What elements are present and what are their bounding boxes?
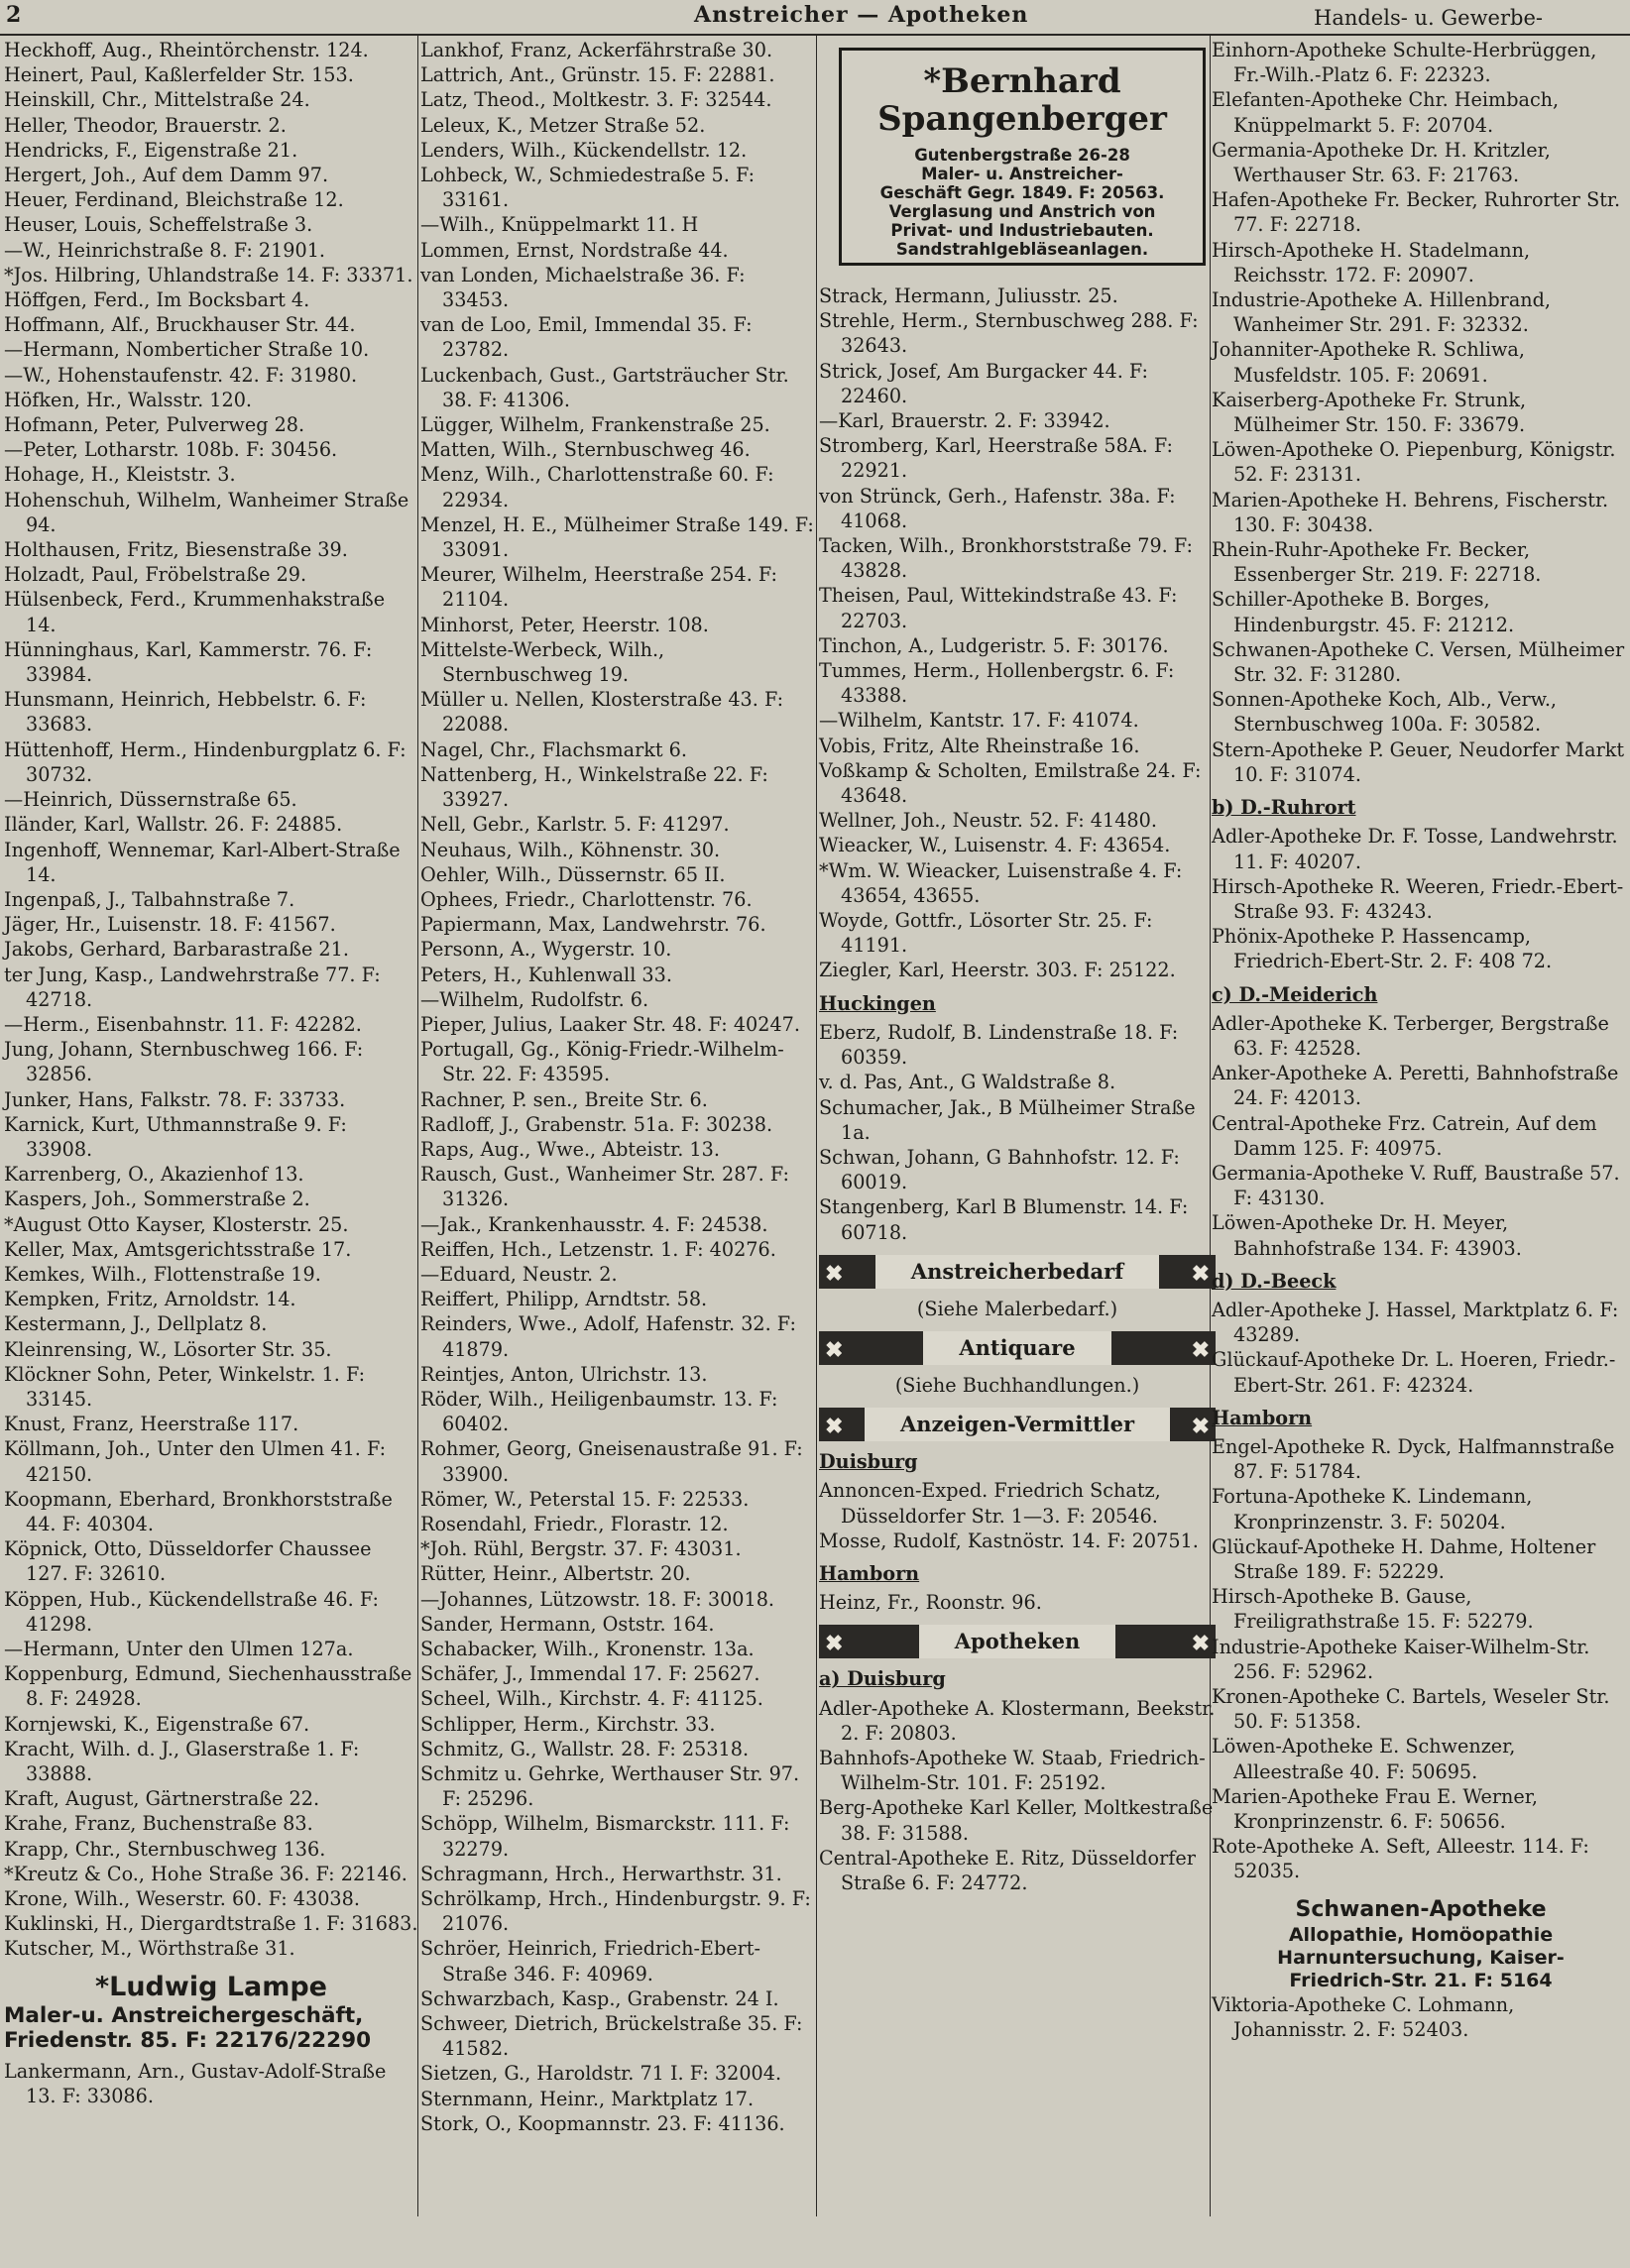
section-banner bbox=[819, 1255, 1216, 1289]
entry-list bbox=[4, 38, 418, 1962]
directory-entry: Kleinrensing, W., Lösorter Str. 35. bbox=[4, 1337, 332, 1361]
ornament-icon: ✖ bbox=[825, 1336, 844, 1363]
directory-entry: Annoncen-Exped. Friedrich Schatz, Düsseldorfer Str. 1—3. F: 20546. bbox=[819, 1479, 1161, 1528]
ad-name: *Ludwig Lampe bbox=[95, 1971, 327, 2002]
directory-entry: Oehler, Wilh., Düssernstr. 65 II. bbox=[420, 862, 726, 886]
ad-text: Geschäft Gegr. 1849. F: 20563. bbox=[879, 183, 1165, 202]
ad-name: Spangenberger bbox=[877, 99, 1167, 139]
directory-entry: Lohbeck, W., Schmiedestraße 5. F: 33161. bbox=[420, 164, 756, 212]
directory-entry: Löwen-Apotheke O. Piepenburg, Königstr. 52. F: 23131. bbox=[1212, 438, 1616, 487]
directory-entry: —Eduard, Neustr. 2. bbox=[420, 1262, 618, 1286]
directory-entry: Schrölkamp, Hrch., Hindenburgstr. 9. F: 21076. bbox=[420, 1887, 811, 1936]
column-3 bbox=[819, 38, 1216, 1895]
directory-entry: Vobis, Fritz, Alte Rheinstraße 16. bbox=[819, 734, 1140, 757]
directory-entry: Rote-Apotheke A. Seft, Alleestr. 114. F: 52035. bbox=[1212, 1835, 1589, 1883]
directory-entry: ter Jung, Kasp., Landwehrstraße 77. F: 42718. bbox=[4, 963, 381, 1011]
directory-entry: Glückauf-Apotheke H. Dahme, Holtener Straße 189. F: 52229. bbox=[1212, 1534, 1596, 1583]
directory-entry: Keller, Max, Amtsgerichtsstraße 17. bbox=[4, 1237, 352, 1261]
banner-title: Anstreicherbedarf bbox=[875, 1255, 1159, 1289]
section-heading: b) D.-Ruhrort bbox=[1212, 796, 1356, 820]
directory-entry: Nattenberg, H., Winkelstraße 22. F: 33927. bbox=[420, 762, 768, 812]
directory-entry: Hirsch-Apotheke B. Gause, Freiligrathstraße 15. F: 52279. bbox=[1212, 1585, 1534, 1634]
directory-entry: Heuser, Louis, Scheffelstraße 3. bbox=[4, 213, 313, 237]
directory-entry: Marien-Apotheke Frau E. Werner, Kronprinzenstr. 6. F: 50656. bbox=[1212, 1784, 1538, 1834]
directory-entry: Neuhaus, Wilh., Köhnenstr. 30. bbox=[420, 838, 721, 861]
directory-entry: Höffgen, Ferd., Im Bocksbart 4. bbox=[4, 288, 310, 312]
directory-entry: Schröer, Heinrich, Friedrich-Ebert-Straße 346. F: 40969. bbox=[420, 1937, 760, 1985]
directory-entry: Kraft, August, Gärtnerstraße 22. bbox=[4, 1787, 320, 1811]
directory-entry: Heinert, Paul, Kaßlerfelder Str. 153. bbox=[4, 63, 354, 87]
directory-entry: Phönix-Apotheke P. Hassencamp, Friedrich-Ebert-Str. 2. F: 408 72. bbox=[1212, 925, 1553, 973]
directory-entry: Iländer, Karl, Wallstr. 26. F: 24885. bbox=[4, 813, 343, 837]
directory-entry: Stromberg, Karl, Heerstraße 58A. F: 22921. bbox=[819, 434, 1173, 483]
entry-list bbox=[819, 1478, 1216, 1553]
entry-list bbox=[1212, 1011, 1630, 1261]
banner-title: Apotheken bbox=[919, 1625, 1116, 1658]
directory-entry: Schlipper, Herm., Kirchstr. 33. bbox=[420, 1712, 716, 1736]
ornament-icon: ✖ bbox=[1191, 1260, 1210, 1287]
directory-entry: Heinskill, Chr., Mittelstraße 24. bbox=[4, 88, 310, 112]
directory-entry: Holzadt, Paul, Fröbelstraße 29. bbox=[4, 563, 307, 587]
ad-name: Schwanen-Apotheke bbox=[1295, 1896, 1547, 1922]
directory-entry: Krahe, Franz, Buchenstraße 83. bbox=[4, 1812, 313, 1836]
directory-entry: Strack, Hermann, Juliusstr. 25. bbox=[819, 284, 1118, 307]
directory-entry: Kornjewski, K., Eigenstraße 67. bbox=[4, 1712, 310, 1736]
directory-entry: Kuklinski, H., Diergardtstraße 1. F: 31683. bbox=[4, 1912, 418, 1936]
directory-entry: Löwen-Apotheke E. Schwenzer, Alleestraße 40. F: 50695. bbox=[1212, 1735, 1516, 1783]
directory-entry: Strehle, Herm., Sternbuschweg 288. F: 32643. bbox=[819, 309, 1199, 358]
directory-entry: Menzel, H. E., Mülheimer Straße 149. F: 33091. bbox=[420, 512, 814, 562]
directory-entry: Latz, Theod., Moltkestr. 3. F: 32544. bbox=[420, 88, 772, 112]
directory-entry: —Herm., Eisenbahnstr. 11. F: 42282. bbox=[4, 1012, 362, 1036]
ornament-icon: ✖ bbox=[825, 1414, 844, 1440]
directory-entry: Rhein-Ruhr-Apotheke Fr. Becker, Essenberger Str. 219. F: 22718. bbox=[1212, 538, 1542, 587]
directory-entry: —W., Hohenstaufenstr. 42. F: 31980. bbox=[4, 363, 358, 387]
directory-entry: Nell, Gebr., Karlstr. 5. F: 41297. bbox=[420, 813, 730, 837]
directory-entry: Leleux, K., Metzer Straße 52. bbox=[420, 113, 706, 137]
directory-entry: Central-Apotheke E. Ritz, Düsseldorfer Straße 6. F: 24772. bbox=[819, 1846, 1196, 1894]
section-heading: d) D.-Beeck bbox=[1212, 1269, 1337, 1293]
entry-list bbox=[819, 1020, 1216, 1245]
directory-entry: Reintjes, Anton, Ulrichstr. 13. bbox=[420, 1362, 708, 1386]
directory-entry: Engel-Apotheke R. Dyck, Halfmannstraße 87. F: 51784. bbox=[1212, 1434, 1615, 1484]
directory-entry: Voßkamp & Scholten, Emilstraße 24. F: 43648. bbox=[819, 758, 1202, 808]
ad-text: Privat- und Industriebauten. bbox=[890, 221, 1154, 240]
section-heading: Huckingen bbox=[819, 991, 936, 1015]
directory-entry: Hoffmann, Alf., Bruckhauser Str. 44. bbox=[4, 313, 356, 337]
directory-entry: Woyde, Gottfr., Lösorter Str. 25. F: 41191. bbox=[819, 909, 1153, 958]
directory-entry: Hirsch-Apotheke R. Weeren, Friedr.-Ebert-Straße 93. F: 43243. bbox=[1212, 874, 1624, 923]
directory-entry: Tacken, Wilh., Bronkhorststraße 79. F: 43828. bbox=[819, 534, 1193, 583]
directory-entry: Rosendahl, Friedr., Florastr. 12. bbox=[420, 1512, 729, 1535]
directory-entry: Hunsmann, Heinrich, Hebbelstr. 6. F: 33683. bbox=[4, 688, 367, 737]
directory-entry: van Londen, Michaelstraße 36. F: 33453. bbox=[420, 263, 746, 312]
directory-entry: —Wilh., Knüppelmarkt 11. H bbox=[420, 213, 699, 237]
directory-entry: Fortuna-Apotheke K. Lindemann, Kronprinzenstr. 3. F: 50204. bbox=[1212, 1485, 1533, 1533]
directory-entry: Köppen, Hub., Kückendellstraße 46. F: 41298. bbox=[4, 1587, 379, 1636]
directory-entry: Matten, Wilh., Sternbuschweg 46. bbox=[420, 438, 751, 462]
directory-entry: Glückauf-Apotheke Dr. L. Hoeren, Friedr.-Ebert-Str. 261. F: 42324. bbox=[1212, 1348, 1616, 1397]
directory-entry: Elefanten-Apotheke Chr. Heimbach, Knüppelmarkt 5. F: 20704. bbox=[1212, 88, 1560, 137]
directory-entry: Wellner, Joh., Neustr. 52. F: 41480. bbox=[819, 809, 1157, 833]
ad-text: Maler-u. Anstreichergeschäft, bbox=[4, 2002, 364, 2028]
ad-name: *Bernhard bbox=[923, 61, 1121, 101]
directory-entry: Personn, A., Wygerstr. 10. bbox=[420, 938, 672, 962]
directory-entry: *Wm. W. Wieacker, Luisenstraße 4. F: 43654, 43655. bbox=[819, 858, 1183, 907]
directory-entry: Schäfer, J., Immendal 17. F: 25627. bbox=[420, 1662, 760, 1686]
directory-entry: Reinders, Wwe., Adolf, Hafenstr. 32. F: 41879. bbox=[420, 1312, 796, 1361]
section-banner bbox=[819, 1331, 1216, 1365]
directory-entry: Heller, Theodor, Brauerstr. 2. bbox=[4, 113, 287, 137]
cross-reference: (Siehe Buchhandlungen.) bbox=[894, 1373, 1140, 1397]
directory-entry: Ingenpaß, J., Talbahnstraße 7. bbox=[4, 887, 295, 911]
entry-list bbox=[1212, 1298, 1630, 1398]
directory-entry: Karnick, Kurt, Uthmannstraße 9. F: 33908. bbox=[4, 1112, 347, 1161]
directory-entry: *Kreutz & Co., Hohe Straße 36. F: 22146. bbox=[4, 1862, 408, 1885]
directory-entry: —Johannes, Lützowstr. 18. F: 30018. bbox=[420, 1587, 774, 1611]
directory-entry: Einhorn-Apotheke Schulte-Herbrüggen, Fr.-Wilh.-Platz 6. F: 22323. bbox=[1212, 39, 1597, 87]
directory-entry: Schmitz u. Gehrke, Werthauser Str. 97. F: 25296. bbox=[420, 1762, 800, 1811]
column-4 bbox=[1212, 38, 1630, 2042]
directory-entry: Portugall, Gg., König-Friedr.-Wilhelm-Str. 22. F: 43595. bbox=[420, 1038, 784, 1086]
directory-entry: Kracht, Wilh. d. J., Glaserstraße 1. F: 33888. bbox=[4, 1737, 360, 1786]
directory-entry: Ophees, Friedr., Charlottenstr. 76. bbox=[420, 887, 753, 911]
directory-entry: Krone, Wilh., Weserstr. 60. F: 43038. bbox=[4, 1887, 360, 1911]
directory-entry: Reiffert, Philipp, Arndtstr. 58. bbox=[420, 1288, 708, 1311]
directory-entry: von Strünck, Gerh., Hafenstr. 38a. F: 41068. bbox=[819, 484, 1176, 532]
directory-entry: Klöckner Sohn, Peter, Winkelstr. 1. F: 33145. bbox=[4, 1362, 366, 1411]
entry-list bbox=[1212, 1992, 1630, 2042]
directory-entry: —Peter, Lotharstr. 108b. F: 30456. bbox=[4, 438, 338, 462]
directory-entry: Hafen-Apotheke Fr. Becker, Ruhrorter Str. 77. F: 22718. bbox=[1212, 188, 1621, 237]
directory-entry: Löwen-Apotheke Dr. H. Meyer, Bahnhofstraße 134. F: 43903. bbox=[1212, 1211, 1522, 1260]
running-head bbox=[0, 0, 1630, 36]
directory-entry: Kaiserberg-Apotheke Fr. Strunk, Mülheimer Str. 150. F: 33679. bbox=[1212, 388, 1527, 437]
directory-entry: Reiffen, Hch., Letzenstr. 1. F: 40276. bbox=[420, 1237, 776, 1261]
directory-entry: Heckhoff, Aug., Rheintörchenstr. 124. bbox=[4, 39, 369, 61]
directory-entry: Hünninghaus, Karl, Kammerstr. 76. F: 33984. bbox=[4, 637, 373, 687]
ad-text: Gutenbergstraße 26-28 bbox=[914, 146, 1130, 165]
section-heading: Hamborn bbox=[819, 1561, 920, 1585]
directory-entry: Schwanen-Apotheke C. Versen, Mülheimer Str. 32. F: 31280. bbox=[1212, 637, 1625, 687]
entry-list bbox=[1212, 824, 1630, 973]
entry-list bbox=[420, 38, 817, 2136]
directory-entry: —Jak., Krankenhausstr. 4. F: 24538. bbox=[420, 1212, 768, 1236]
section-title-right: Handels- u. Gewerbe- bbox=[1314, 6, 1543, 30]
section-heading: Duisburg bbox=[819, 1450, 918, 1474]
directory-entry: Central-Apotheke Frz. Catrein, Auf dem Damm 125. F: 40975. bbox=[1212, 1111, 1597, 1160]
ad-text: Friedrich-Str. 21. F: 5164 bbox=[1289, 1969, 1553, 1991]
directory-entry: Radloff, J., Grabenstr. 51a. F: 30238. bbox=[420, 1112, 773, 1136]
directory-entry: Hüttenhoff, Herm., Hindenburgplatz 6. F: 30732. bbox=[4, 737, 407, 786]
directory-entry: Adler-Apotheke J. Hassel, Marktplatz 6. F: 43289. bbox=[1212, 1298, 1619, 1347]
ornament-icon: ✖ bbox=[1191, 1414, 1210, 1440]
page-title: Anstreicher — Apotheken bbox=[694, 2, 1029, 28]
directory-entry: —W., Heinrichstraße 8. F: 21901. bbox=[4, 238, 326, 262]
directory-entry: Koppenburg, Edmund, Siechenhausstraße 8. F: 24928. bbox=[4, 1662, 412, 1711]
directory-entry: —Wilhelm, Rudolfstr. 6. bbox=[420, 987, 649, 1011]
directory-entry: Germania-Apotheke V. Ruff, Baustraße 57. F: 43130. bbox=[1212, 1161, 1620, 1210]
directory-entry: Hirsch-Apotheke H. Stadelmann, Reichsstr. 172. F: 20907. bbox=[1212, 238, 1531, 286]
directory-entry: Minhorst, Peter, Heerstr. 108. bbox=[420, 613, 709, 636]
directory-entry: Theisen, Paul, Wittekindstraße 43. F: 22703. bbox=[819, 584, 1178, 632]
directory-entry: Tummes, Herm., Hollenbergstr. 6. F: 43388. bbox=[819, 659, 1175, 708]
directory-entry: Schmitz, G., Wallstr. 28. F: 25318. bbox=[420, 1737, 750, 1760]
directory-entry: v. d. Pas, Ant., G Waldstraße 8. bbox=[819, 1071, 1116, 1094]
directory-entry: —Karl, Brauerstr. 2. F: 33942. bbox=[819, 409, 1110, 433]
directory-entry: Höfken, Hr., Walsstr. 120. bbox=[4, 388, 253, 411]
directory-entry: Schwan, Johann, G Bahnhofstr. 12. F: 60019. bbox=[819, 1145, 1180, 1194]
directory-entry: Lankhof, Franz, Ackerfährstraße 30. bbox=[420, 39, 773, 61]
ad-text: Sandstrahlgebläseanlagen. bbox=[895, 240, 1149, 259]
directory-entry: Kempken, Fritz, Arnoldstr. 14. bbox=[4, 1288, 296, 1311]
directory-entry: Lankermann, Arn., Gustav-Adolf-Straße 13. F: 33086. bbox=[4, 2059, 387, 2107]
directory-entry: *Joh. Rühl, Bergstr. 37. F: 43031. bbox=[420, 1537, 742, 1561]
banner-title: Antiquare bbox=[923, 1331, 1110, 1365]
directory-entry: Knust, Franz, Heerstraße 117. bbox=[4, 1413, 299, 1436]
directory-entry: Köllmann, Joh., Unter den Ulmen 41. F: 42150. bbox=[4, 1437, 387, 1486]
column-2 bbox=[420, 38, 817, 2136]
section-heading: a) Duisburg bbox=[819, 1667, 946, 1691]
ornament-icon: ✖ bbox=[825, 1631, 844, 1657]
directory-entry: Jung, Johann, Sternbuschweg 166. F: 32856. bbox=[4, 1038, 364, 1086]
cross-reference: (Siehe Malerbedarf.) bbox=[916, 1297, 1118, 1320]
directory-entry: Hendricks, F., Eigenstraße 21. bbox=[4, 138, 298, 162]
directory-entry: Lügger, Wilhelm, Frankenstraße 25. bbox=[420, 413, 770, 437]
directory-entry: Industrie-Apotheke Kaiser-Wilhelm-Str. 256. F: 52962. bbox=[1212, 1635, 1590, 1683]
ad-schwanen-apotheke bbox=[1212, 1896, 1630, 1992]
ad-text: Friedenstr. 85. F: 22176/22290 bbox=[4, 2027, 372, 2053]
directory-entry: *August Otto Kayser, Klosterstr. 25. bbox=[4, 1212, 349, 1236]
banner-title: Anzeigen-Vermittler bbox=[865, 1408, 1170, 1441]
directory-entry: Hohenschuh, Wilhelm, Wanheimer Straße 94. bbox=[4, 488, 409, 536]
directory-entry: Stork, O., Koopmannstr. 23. F: 41136. bbox=[420, 2111, 785, 2135]
entry-list bbox=[819, 1696, 1216, 1896]
directory-entry: Kutscher, M., Wörthstraße 31. bbox=[4, 1937, 295, 1961]
directory-entry: Rachner, P. sen., Breite Str. 6. bbox=[420, 1087, 708, 1111]
ornament-icon: ✖ bbox=[1191, 1631, 1210, 1657]
section-heading: Hamborn bbox=[1212, 1406, 1313, 1429]
directory-entry: Berg-Apotheke Karl Keller, Moltkestraße 38. F: 31588. bbox=[819, 1796, 1214, 1845]
ad-text: Verglasung und Anstrich von bbox=[888, 202, 1156, 221]
directory-entry: Industrie-Apotheke A. Hillenbrand, Wanheimer Str. 291. F: 32332. bbox=[1212, 288, 1552, 337]
directory-entry: Heinz, Fr., Roonstr. 96. bbox=[819, 1591, 1042, 1615]
directory-entry: —Heinrich, Düssernstraße 65. bbox=[4, 788, 297, 812]
directory-entry: Adler-Apotheke K. Terberger, Bergstraße 63. F: 42528. bbox=[1212, 1011, 1609, 1060]
directory-entry: Sternmann, Heinr., Marktplatz 17. bbox=[420, 2087, 755, 2110]
section-banner bbox=[819, 1408, 1216, 1441]
directory-entry: —Hermann, Nomberticher Straße 10. bbox=[4, 338, 370, 362]
directory-entry: Rausch, Gust., Wanheimer Str. 287. F: 31326. bbox=[420, 1163, 789, 1211]
directory-entry: Schumacher, Jak., B Mülheimer Straße 1a. bbox=[819, 1095, 1196, 1144]
directory-entry: Adler-Apotheke Dr. F. Tosse, Landwehrstr. 11. F: 40207. bbox=[1212, 825, 1618, 873]
directory-entry: Mosse, Rudolf, Kastnöstr. 14. F: 20751. bbox=[819, 1529, 1199, 1552]
directory-entry: Raps, Aug., Wwe., Abteistr. 13. bbox=[420, 1137, 720, 1161]
directory-entry: Bahnhofs-Apotheke W. Staab, Friedrich-Wilhelm-Str. 101. F: 25192. bbox=[819, 1746, 1206, 1795]
directory-entry: Lattrich, Ant., Grünstr. 15. F: 22881. bbox=[420, 63, 775, 87]
directory-entry: Papiermann, Max, Landwehrstr. 76. bbox=[420, 913, 766, 937]
directory-entry: Peters, H., Kuhlenwall 33. bbox=[420, 963, 672, 986]
directory-entry: Schabacker, Wilh., Kronenstr. 13a. bbox=[420, 1638, 755, 1660]
directory-entry: Scheel, Wilh., Kirchstr. 4. F: 41125. bbox=[420, 1687, 763, 1711]
entry-list bbox=[1212, 1434, 1630, 1884]
directory-entry: Sander, Hermann, Oststr. 164. bbox=[420, 1612, 715, 1636]
directory-entry: Johanniter-Apotheke R. Schliwa, Musfeldstr. 105. F: 20691. bbox=[1212, 338, 1525, 387]
directory-entry: Tinchon, A., Ludgeristr. 5. F: 30176. bbox=[819, 633, 1169, 657]
ornament-icon: ✖ bbox=[1191, 1336, 1210, 1363]
directory-entry: Heuer, Ferdinand, Bleichstraße 12. bbox=[4, 188, 344, 212]
directory-entry: Ingenhoff, Wennemar, Karl-Albert-Straße 14. bbox=[4, 838, 401, 886]
directory-entry: Kemkes, Wilh., Flottenstraße 19. bbox=[4, 1262, 321, 1286]
directory-entry: Koopmann, Eberhard, Bronkhorststraße 44. F: 40304. bbox=[4, 1487, 393, 1535]
directory-entry: Ziegler, Karl, Heerstr. 303. F: 25122. bbox=[819, 959, 1176, 982]
directory-entry: Rütter, Heinr., Albertstr. 20. bbox=[420, 1562, 691, 1586]
directory-entry: Marien-Apotheke H. Behrens, Fischerstr. 130. F: 30438. bbox=[1212, 488, 1609, 536]
directory-entry: Hofmann, Peter, Pulverweg 28. bbox=[4, 413, 305, 437]
ad-ludwig-lampe bbox=[4, 1972, 418, 2053]
directory-entry: Rohmer, Georg, Gneisenaustraße 91. F: 33900. bbox=[420, 1437, 803, 1486]
ad-text: Maler- u. Anstreicher- bbox=[921, 165, 1123, 183]
page-number: 2 bbox=[6, 2, 22, 28]
entry-list bbox=[819, 284, 1216, 983]
directory-entry: Menz, Wilh., Charlottenstraße 60. F: 22934. bbox=[420, 463, 774, 511]
ad-text: Harnuntersuchung, Kaiser- bbox=[1277, 1946, 1565, 1969]
section-heading: c) D.-Meiderich bbox=[1212, 982, 1378, 1006]
directory-entry: Holthausen, Fritz, Biesenstraße 39. bbox=[4, 538, 348, 562]
entry-list bbox=[819, 1590, 1216, 1615]
directory-entry: Kronen-Apotheke C. Bartels, Weseler Str. 50. F: 51358. bbox=[1212, 1685, 1610, 1734]
directory-entry: Hohage, H., Kleiststr. 3. bbox=[4, 463, 236, 487]
ornament-icon: ✖ bbox=[825, 1260, 844, 1287]
directory-entry: Luckenbach, Gust., Gartsträucher Str. 38. F: 41306. bbox=[420, 363, 789, 411]
directory-entry: Strick, Josef, Am Burgacker 44. F: 22460. bbox=[819, 359, 1149, 407]
directory-entry: Kestermann, J., Dellplatz 8. bbox=[4, 1312, 268, 1336]
directory-entry: Jäger, Hr., Luisenstr. 18. F: 41567. bbox=[4, 913, 336, 937]
directory-entry: Stern-Apotheke P. Geuer, Neudorfer Markt 10. F: 31074. bbox=[1212, 737, 1625, 786]
directory-entry: van de Loo, Emil, Immendal 35. F: 23782. bbox=[420, 313, 753, 362]
directory-entry: Köpnick, Otto, Düsseldorfer Chaussee 127. F: 32610. bbox=[4, 1537, 372, 1586]
ad-text: Allopathie, Homöopathie bbox=[1288, 1923, 1554, 1946]
directory-entry: Kaspers, Joh., Sommerstraße 2. bbox=[4, 1188, 310, 1211]
section-banner bbox=[819, 1625, 1216, 1658]
directory-entry: —Wilhelm, Kantstr. 17. F: 41074. bbox=[819, 709, 1139, 733]
directory-entry: Röder, Wilh., Heiligenbaumstr. 13. F: 60402. bbox=[420, 1387, 778, 1436]
directory-entry: Schöpp, Wilhelm, Bismarckstr. 111. F: 32279. bbox=[420, 1812, 790, 1861]
directory-entry: Jakobs, Gerhard, Barbarastraße 21. bbox=[4, 938, 349, 962]
directory-entry: Schwarzbach, Kasp., Grabenstr. 24 I. bbox=[420, 1986, 779, 2010]
directory-entry: Stangenberg, Karl B Blumenstr. 14. F: 60718. bbox=[819, 1195, 1189, 1244]
directory-entry: Müller u. Nellen, Klosterstraße 43. F: 22088. bbox=[420, 688, 784, 737]
directory-entry: Hergert, Joh., Auf dem Damm 97. bbox=[4, 164, 329, 187]
directory-entry: Meurer, Wilhelm, Heerstraße 254. F: 21104. bbox=[420, 563, 778, 612]
directory-entry: Nagel, Chr., Flachsmarkt 6. bbox=[420, 737, 687, 761]
directory-entry: Pieper, Julius, Laaker Str. 48. F: 40247. bbox=[420, 1012, 800, 1036]
directory-entry: Römer, W., Peterstal 15. F: 22533. bbox=[420, 1487, 750, 1511]
directory-entry: Schweer, Dietrich, Brückelstraße 35. F: 41582. bbox=[420, 2012, 803, 2061]
directory-entry: Viktoria-Apotheke C. Lohmann, Johannisstr. 2. F: 52403. bbox=[1212, 1992, 1515, 2041]
directory-entry: Karrenberg, O., Akazienhof 13. bbox=[4, 1163, 304, 1187]
entry-list bbox=[4, 2059, 418, 2108]
directory-entry: Junker, Hans, Falkstr. 78. F: 33733. bbox=[4, 1087, 346, 1111]
directory-entry: Adler-Apotheke A. Klostermann, Beekstr. 2. F: 20803. bbox=[819, 1696, 1216, 1745]
directory-entry: Schiller-Apotheke B. Borges, Hindenburgstr. 45. F: 21212. bbox=[1212, 588, 1515, 636]
directory-entry: Sonnen-Apotheke Koch, Alb., Verw., Sternbuschweg 100a. F: 30582. bbox=[1212, 688, 1558, 737]
column-1 bbox=[4, 38, 418, 2108]
directory-entry: —Hermann, Unter den Ulmen 127a. bbox=[4, 1638, 354, 1660]
directory-entry: Sietzen, G., Haroldstr. 71 I. F: 32004. bbox=[420, 2062, 782, 2086]
directory-entry: Lommen, Ernst, Nordstraße 44. bbox=[420, 238, 729, 262]
directory-entry: Mittelste-Werbeck, Wilh., Sternbuschweg 19. bbox=[420, 637, 665, 687]
directory-entry: Wieacker, W., Luisenstr. 4. F: 43654. bbox=[819, 834, 1171, 857]
directory-entry: *Jos. Hilbring, Uhlandstraße 14. F: 33371. bbox=[4, 263, 413, 286]
directory-entry: Lenders, Wilh., Kückendellstr. 12. bbox=[420, 138, 748, 162]
directory-entry: Germania-Apotheke Dr. H. Kritzler, Werthauser Str. 63. F: 21763. bbox=[1212, 138, 1551, 187]
directory-entry: Hülsenbeck, Ferd., Krummenhakstraße 14. bbox=[4, 588, 386, 636]
directory-entry: Krapp, Chr., Sternbuschweg 136. bbox=[4, 1837, 326, 1861]
directory-entry: Eberz, Rudolf, B. Lindenstraße 18. F: 60359. bbox=[819, 1020, 1179, 1070]
directory-entry: Schragmann, Hrch., Herwarthstr. 31. bbox=[420, 1862, 782, 1885]
directory-entry: Anker-Apotheke A. Peretti, Bahnhofstraße 24. F: 42013. bbox=[1212, 1062, 1619, 1110]
entry-list bbox=[1212, 38, 1630, 787]
